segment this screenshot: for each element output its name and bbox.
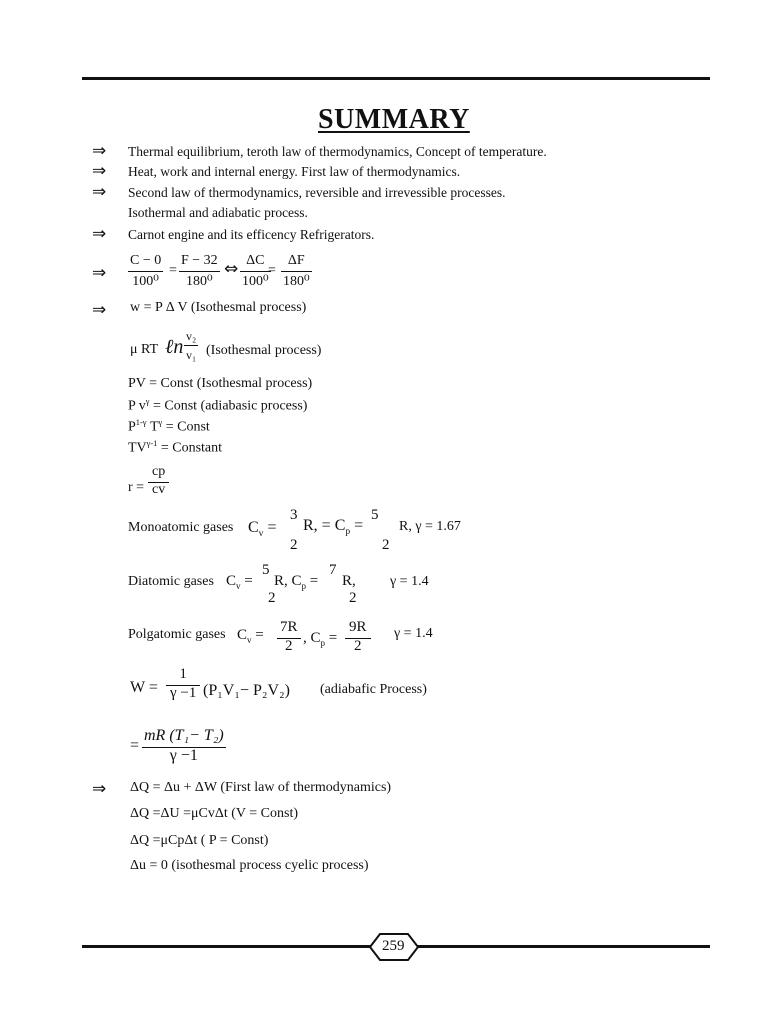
fraction-denominator: 180⁰	[281, 271, 312, 289]
relation-text: = Const (adiabasic process)	[149, 398, 308, 414]
fraction-numerator: v₂	[186, 329, 197, 343]
fraction-numerator: 7R	[280, 619, 298, 635]
relation-text: = Constant	[157, 440, 223, 456]
bullet-2: Heat, work and internal energy. First law of thermodynamics.	[128, 164, 461, 179]
relation-pv-gamma	[128, 397, 307, 415]
page-title: SUMMARY	[318, 104, 470, 135]
subscript: p	[320, 638, 326, 648]
poly-label: Polgatomic gases	[128, 627, 226, 642]
di-cv	[226, 573, 253, 591]
di-label: Diatomic gases	[128, 574, 214, 589]
top-rule	[82, 77, 710, 80]
fraction-denominator: 2	[277, 638, 301, 654]
fraction-9r-2	[345, 620, 371, 654]
iff-icon: ⇔	[224, 259, 239, 279]
equals-sign: =	[130, 737, 140, 754]
symbol-c: C	[237, 627, 248, 643]
mono-label: Monoatomic gases	[128, 520, 234, 535]
di-d1: 2	[268, 590, 276, 606]
fraction-numerator: F − 32	[181, 253, 218, 268]
subscript: v	[258, 528, 264, 540]
fraction-c	[128, 254, 163, 289]
relation-text: P v	[128, 398, 146, 414]
di-tail: R,	[342, 573, 356, 589]
arrow-icon: ⇒	[92, 161, 107, 181]
fraction-numerator: C − 0	[130, 253, 162, 268]
bullet-3: Second law of thermodynamics, reversible and irrevessible processes.	[128, 185, 506, 200]
fraction-1-gamma	[166, 667, 200, 701]
equals-sign: =	[255, 627, 264, 643]
first-law-2: ΔQ =ΔU =μCvΔt (V = Const)	[130, 806, 299, 821]
fraction-denominator: cv	[148, 482, 169, 497]
relation-text: TV	[128, 440, 147, 456]
mono-mid	[303, 517, 363, 537]
fraction-denominator: 100⁰	[240, 271, 271, 289]
bullet-1: Thermal equilibrium, teroth law of thermodynamics, Concept of temperature.	[128, 144, 547, 159]
arrow-icon: ⇒	[92, 141, 107, 161]
fraction-mr	[142, 728, 226, 764]
fraction-delta-f	[281, 254, 312, 289]
symbol-c: C	[226, 573, 237, 589]
ln-note: (Isothesmal process)	[206, 343, 322, 358]
di-d2: 2	[349, 590, 357, 606]
bullet-4: Carnot engine and its efficency Refrigerators.	[128, 227, 375, 242]
ln-symbol: ℓn	[165, 336, 184, 358]
fraction-7r-2	[277, 620, 301, 654]
equals-sign: =	[328, 630, 338, 646]
equals-sign: =	[169, 263, 177, 278]
mono-n2: 5	[371, 507, 379, 523]
equals-sign: =	[268, 263, 276, 278]
fraction-numerator: ΔF	[287, 253, 305, 268]
fraction-delta-c	[240, 254, 271, 289]
fraction-numerator: 1	[179, 666, 187, 682]
mono-n1: 3	[290, 507, 298, 523]
relation-text: T	[146, 419, 159, 435]
fraction-denominator: γ −1	[142, 747, 226, 764]
mono-cv	[248, 519, 277, 539]
relation-text: P	[128, 419, 136, 435]
fraction-denominator: 2	[345, 638, 371, 654]
subscript: v	[247, 635, 252, 645]
mu-rt: μ RT	[130, 342, 159, 357]
fraction-numerator: cp	[152, 464, 166, 479]
subscript: p	[345, 526, 351, 538]
ratio-lhs: r =	[128, 480, 145, 495]
equals-sign: =	[244, 573, 253, 589]
fraction-denominator: 100⁰	[128, 271, 163, 289]
adiabatic-note: (adiabafic Process)	[320, 682, 427, 697]
fraction-denominator: 180⁰	[179, 271, 220, 289]
mono-tail: R, γ = 1.67	[399, 519, 461, 534]
fraction-numerator: ΔC	[246, 253, 265, 268]
mono-d1: 2	[290, 537, 298, 553]
fraction-numerator: 9R	[349, 619, 367, 635]
bullet-3-cont: Isothermal and adiabatic process.	[128, 205, 308, 220]
first-law-3: ΔQ =μCpΔt ( P = Const)	[130, 833, 269, 848]
equals-sign: =	[354, 517, 364, 534]
work-isothermal: w = P Δ V (Isothesmal process)	[130, 300, 307, 315]
di-gamma: γ = 1.4	[390, 574, 429, 589]
first-law-1: ΔQ = Δu + ΔW (First law of thermodynamics)	[130, 780, 392, 795]
arrow-icon: ⇒	[92, 300, 107, 320]
fraction-f	[179, 254, 220, 289]
arrow-icon: ⇒	[92, 224, 107, 244]
relation-text: R, = C	[303, 517, 346, 534]
di-n2: 7	[329, 562, 337, 578]
symbol-c: C	[248, 519, 259, 536]
di-n1: 5	[262, 562, 270, 578]
page-number: 259	[382, 938, 405, 954]
poly-cv	[237, 627, 264, 645]
di-mid	[274, 573, 318, 591]
fraction-denominator: v₁	[184, 345, 198, 361]
fraction-numerator: mR (T₁− T₂)	[144, 727, 224, 744]
poly-mid	[303, 630, 337, 648]
fraction-denominator: γ −1	[166, 685, 200, 701]
adiabatic-w-lhs: W =	[130, 679, 158, 696]
relation-pt-gamma	[128, 418, 210, 436]
arrow-icon: ⇒	[92, 779, 107, 799]
adiabatic-rhs: (P₁V₁− P₂V₂)	[203, 682, 290, 699]
poly-gamma: γ = 1.4	[394, 626, 433, 641]
arrow-icon: ⇒	[92, 182, 107, 202]
relation-tv-gamma	[128, 439, 222, 457]
relation-pv: PV = Const (Isothesmal process)	[128, 376, 313, 391]
equals-sign: =	[309, 573, 319, 589]
equals-sign: =	[267, 519, 277, 536]
superscript: γ	[158, 418, 163, 427]
superscript: 1-γ	[135, 418, 147, 427]
subscript: v	[236, 581, 241, 591]
mono-d2: 2	[382, 537, 390, 553]
fraction-v2-v1	[184, 330, 198, 361]
relation-text: , C	[303, 630, 321, 646]
relation-text: R, C	[274, 573, 302, 589]
relation-text: = Const	[162, 419, 210, 435]
first-law-4: Δu = 0 (isothesmal process cyelic process)	[130, 858, 369, 873]
arrow-icon: ⇒	[92, 263, 107, 283]
superscript: γ-1	[146, 439, 158, 448]
fraction-cp-cv	[148, 465, 169, 497]
subscript: p	[301, 581, 307, 591]
superscript: γ	[145, 397, 150, 406]
